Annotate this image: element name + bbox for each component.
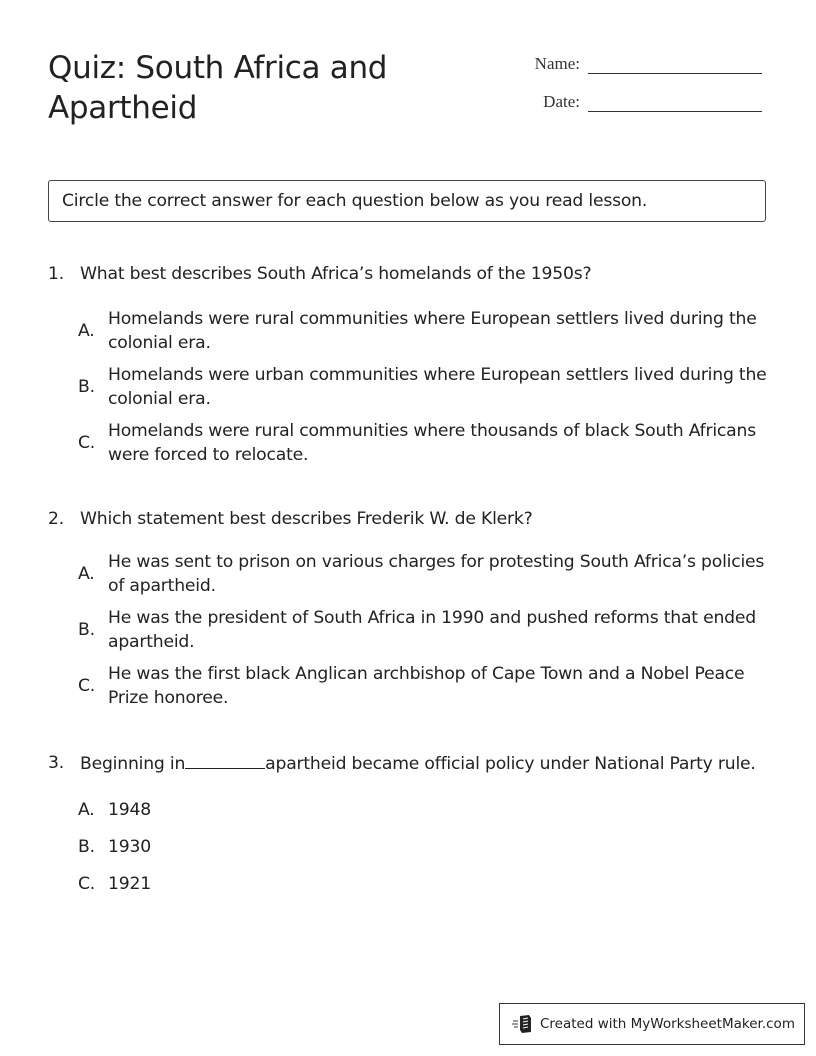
name-field bbox=[510, 54, 762, 74]
question-2 bbox=[48, 507, 768, 718]
choice-letter: B. bbox=[78, 377, 95, 397]
choice-letter: A. bbox=[78, 564, 95, 584]
worksheet-logo-icon bbox=[512, 1014, 534, 1034]
date-field bbox=[510, 92, 762, 112]
choice-letter: B. bbox=[78, 837, 95, 857]
question-text: What best describes South Africa’s homelands of the 1950s? bbox=[80, 264, 592, 284]
choice-c[interactable] bbox=[78, 419, 768, 467]
choice-a[interactable] bbox=[78, 550, 768, 598]
choice-letter: C. bbox=[78, 433, 96, 453]
choice-text: 1930 bbox=[108, 837, 151, 857]
name-label: Name: bbox=[534, 54, 580, 73]
date-blank-line[interactable] bbox=[588, 93, 762, 112]
question-1 bbox=[48, 262, 768, 475]
question-text-before: Beginning in bbox=[80, 754, 186, 774]
choice-text: He was sent to prison on various charges for protesting South Africa’s policies of apartheid. bbox=[108, 552, 765, 596]
choice-letter: B. bbox=[78, 620, 95, 640]
choice-letter: C. bbox=[78, 874, 96, 894]
choice-text: He was the first black Anglican archbishop of Cape Town and a Nobel Peace Prize honoree. bbox=[108, 664, 745, 708]
choice-text: He was the president of South Africa in 1990 and pushed reforms that ended apartheid. bbox=[108, 608, 756, 652]
choice-text: 1948 bbox=[108, 800, 151, 820]
question-number: 2. bbox=[48, 509, 64, 529]
question-3 bbox=[48, 751, 768, 909]
choice-text: Homelands were rural communities where thousands of black South Africans were forced to relocate. bbox=[108, 421, 756, 465]
date-label: Date: bbox=[543, 92, 580, 111]
footer-text: Created with MyWorksheetMaker.com bbox=[540, 1016, 795, 1032]
choice-c[interactable] bbox=[78, 872, 768, 896]
fill-in-blank[interactable] bbox=[185, 751, 265, 769]
choice-letter: A. bbox=[78, 800, 95, 820]
question-text: Which statement best describes Frederik W. de Klerk? bbox=[80, 509, 533, 529]
choice-a[interactable] bbox=[78, 307, 768, 355]
question-number: 1. bbox=[48, 264, 64, 284]
choice-c[interactable] bbox=[78, 662, 768, 710]
choice-text: Homelands were urban communities where European settlers lived during the colonial era. bbox=[108, 365, 767, 409]
choice-a[interactable] bbox=[78, 798, 768, 822]
choice-b[interactable] bbox=[78, 606, 768, 654]
instructions-text: Circle the correct answer for each question below as you read lesson. bbox=[62, 191, 648, 211]
choice-letter: C. bbox=[78, 676, 96, 696]
choice-text: Homelands were rural communities where European settlers lived during the colonial era. bbox=[108, 309, 757, 353]
footer-badge[interactable] bbox=[499, 1003, 805, 1045]
question-text-after: apartheid became official policy under National Party rule. bbox=[265, 754, 756, 774]
question-number: 3. bbox=[48, 753, 64, 773]
choice-b[interactable] bbox=[78, 363, 768, 411]
choice-b[interactable] bbox=[78, 835, 768, 859]
choice-text: 1921 bbox=[108, 874, 151, 894]
instructions-box bbox=[48, 180, 766, 222]
name-blank-line[interactable] bbox=[588, 55, 762, 74]
page-title: Quiz: South Africa and Apartheid bbox=[48, 50, 388, 126]
choice-letter: A. bbox=[78, 321, 95, 341]
question-text bbox=[80, 751, 768, 776]
